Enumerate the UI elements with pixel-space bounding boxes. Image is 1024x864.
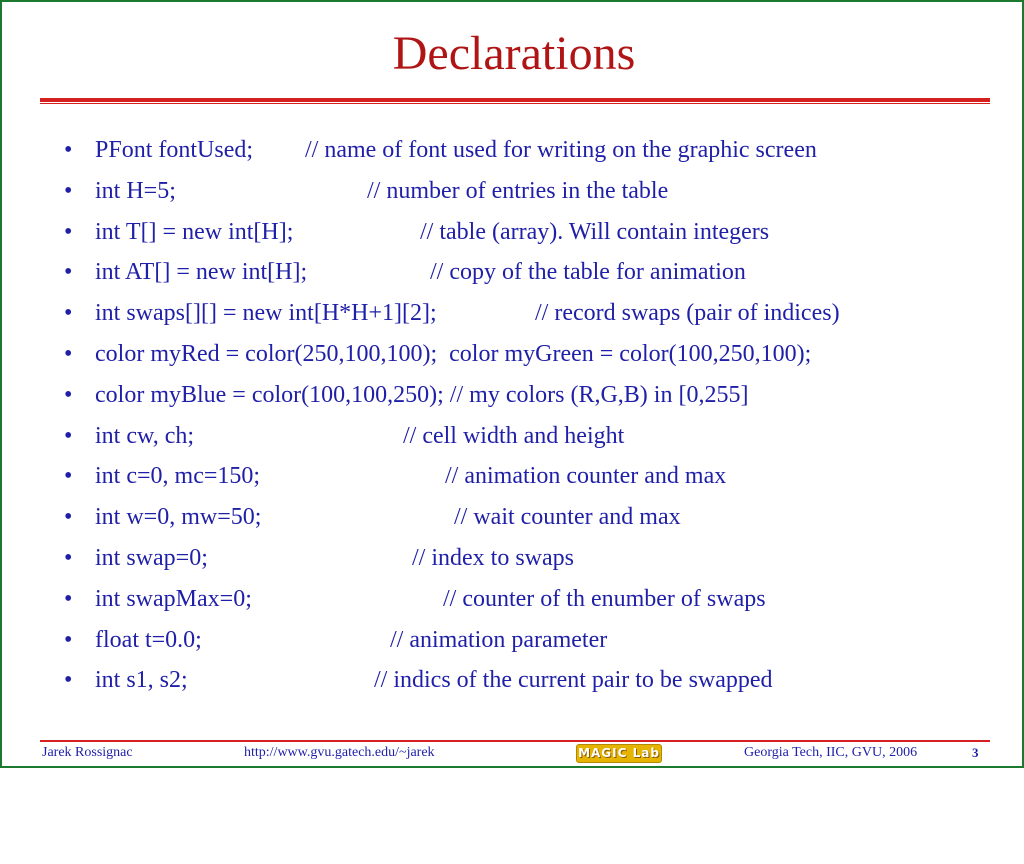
footer-organization: Georgia Tech, IIC, GVU, 2006: [744, 745, 918, 760]
bullet-code: color myRed = color(250,100,100); color myGreen = color(100,250,100);: [95, 340, 812, 367]
bullet-code: int c=0, mc=150;: [95, 463, 261, 490]
title-divider-thin: [40, 103, 990, 104]
bullet-comment: // wait counter and max: [454, 504, 681, 531]
bullet-marker: •: [64, 667, 73, 694]
bullet-item: [64, 293, 1004, 334]
bullet-code: color myBlue = color(100,100,250); // my colors (R,G,B) in [0,255]: [95, 381, 749, 408]
bullet-item: [64, 497, 1004, 538]
bullet-marker: •: [64, 504, 73, 531]
title-divider-thick: [40, 98, 990, 102]
bullet-comment: // number of entries in the table: [367, 177, 669, 204]
bullet-marker: •: [64, 463, 73, 490]
bullet-item: [64, 620, 1004, 661]
title-divider: [40, 98, 990, 105]
bullet-code: int T[] = new int[H];: [95, 218, 294, 245]
footer-divider: [40, 740, 990, 742]
bullet-marker: •: [64, 381, 73, 408]
bullet-item: [64, 334, 1004, 375]
bullet-comment: // record swaps (pair of indices): [535, 300, 840, 327]
bullet-comment: // counter of th enumber of swaps: [443, 585, 766, 612]
bullet-list: [64, 130, 1004, 701]
slide-title: Declarations: [392, 27, 636, 80]
bullet-comment: // name of font used for writing on the graphic screen: [305, 137, 817, 163]
bullet-code: int s1, s2;: [95, 667, 188, 694]
bullet-marker: •: [64, 177, 73, 204]
bullet-marker: •: [64, 218, 73, 245]
bullet-comment: // indics of the current pair to be swapped: [374, 667, 773, 694]
bullet-comment: // table (array). Will contain integers: [420, 218, 770, 245]
bullet-item: [64, 416, 1004, 457]
bullet-marker: •: [64, 422, 73, 449]
bullet-item: [64, 456, 1004, 497]
bullet-comment: // copy of the table for animation: [430, 259, 746, 286]
bullet-marker: •: [64, 259, 73, 286]
bullet-code: int swap=0;: [95, 544, 208, 571]
bullet-item: [64, 212, 1004, 253]
bullet-item: [64, 579, 1004, 620]
bullet-comment: // cell width and height: [403, 422, 625, 449]
bullet-comment: // animation counter and max: [445, 463, 727, 490]
bullet-item: [64, 171, 1004, 212]
footer-author: Jarek Rossignac: [42, 745, 133, 760]
bullet-code: float t=0.0;: [95, 626, 202, 653]
bullet-item: [64, 130, 1004, 171]
bullet-code: int cw, ch;: [95, 422, 195, 449]
magic-lab-logo: MAGIC Lab: [576, 744, 662, 763]
bullet-code: int w=0, mw=50;: [95, 504, 262, 531]
bullet-item: [64, 538, 1004, 579]
bullet-code: int AT[] = new int[H];: [95, 259, 308, 286]
page-number: 3: [972, 745, 979, 760]
bullet-marker: •: [64, 340, 73, 367]
bullet-marker: •: [64, 585, 73, 612]
bullet-code: PFont fontUsed;: [95, 137, 254, 163]
bullet-marker: •: [64, 626, 73, 653]
bullet-code: int H=5;: [95, 177, 176, 204]
bullet-item: [64, 375, 1004, 416]
bullet-marker: •: [64, 137, 73, 163]
bullet-marker: •: [64, 300, 73, 327]
bullet-code: int swaps[][] = new int[H*H+1][2];: [95, 300, 437, 327]
bullet-item: [64, 252, 1004, 293]
bullet-item: [64, 660, 1004, 701]
footer-url: http://www.gvu.gatech.edu/~jarek: [244, 745, 435, 760]
bullet-comment: // index to swaps: [412, 544, 574, 571]
bullet-comment: // animation parameter: [390, 626, 608, 653]
bullet-marker: •: [64, 544, 73, 571]
bullet-code: int swapMax=0;: [95, 585, 252, 612]
